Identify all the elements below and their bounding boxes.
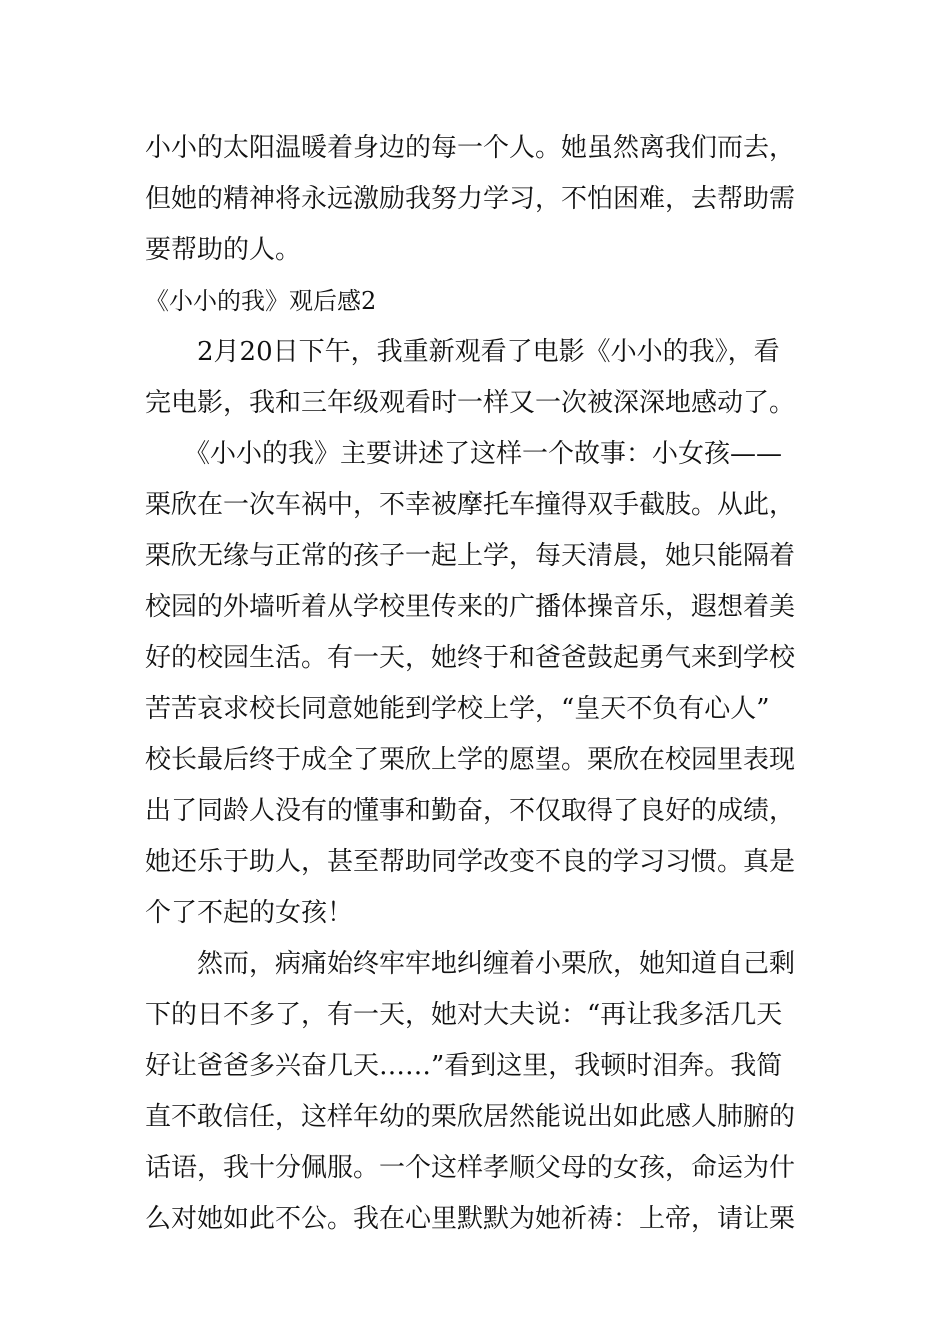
text-line: 小小的太阳温暖着身边的每一个人。她虽然离我们而去， xyxy=(145,133,796,163)
text-line: 栗欣无缘与正常的孩子一起上学，每天清晨，她只能隔着 xyxy=(145,541,796,571)
section-heading: 《小小的我》观后感2 xyxy=(145,287,377,315)
text-line: 但她的精神将永远激励我努力学习，不怕困难，去帮助需 xyxy=(145,184,796,214)
text-line: 出了同龄人没有的懂事和勤奋，不仅取得了良好的成绩， xyxy=(145,796,796,826)
text-line: 直不敢信任，这样年幼的栗欣居然能说出如此感人肺腑的 xyxy=(145,1102,796,1132)
text-line: 校园的外墙听着从学校里传来的广播体操音乐，遐想着美 xyxy=(145,592,796,622)
text-line: 要帮助的人。 xyxy=(145,235,302,265)
text-line: 然而，病痛始终牢牢地纠缠着小栗欣，她知道自己剩 xyxy=(145,949,796,979)
text-line: 2月20日下午，我重新观看了电影《小小的我》，看 xyxy=(145,337,780,367)
text-line: 好的校园生活。有一天，她终于和爸爸鼓起勇气来到学校 xyxy=(145,643,796,673)
text-line: 话语，我十分佩服。一个这样孝顺父母的女孩，命运为什 xyxy=(145,1153,796,1183)
text-line: 完电影，我和三年级观看时一样又一次被深深地感动了。 xyxy=(145,388,796,418)
text-line: 她还乐于助人，甚至帮助同学改变不良的学习习惯。真是 xyxy=(145,847,796,877)
text-line: 下的日不多了，有一天，她对大夫说：“再让我多活几天 xyxy=(145,1000,783,1030)
text-line: 好让爸爸多兴奋几天……”看到这里，我顿时泪奔。我简 xyxy=(145,1051,783,1081)
text-line: 栗欣在一次车祸中，不幸被摩托车撞得双手截肢。从此， xyxy=(145,490,796,520)
text-line: 苦苦哀求校长同意她能到学校上学，“皇天不负有心人” xyxy=(145,694,770,724)
text-line: 校长最后终于成全了栗欣上学的愿望。栗欣在校园里表现 xyxy=(145,745,796,775)
text-line: 个了不起的女孩！ xyxy=(145,898,354,928)
text-line: 么对她如此不公。我在心里默默为她祈祷：上帝，请让栗 xyxy=(145,1204,796,1234)
text-line: 《小小的我》主要讲述了这样一个故事：小女孩—— xyxy=(145,439,783,469)
